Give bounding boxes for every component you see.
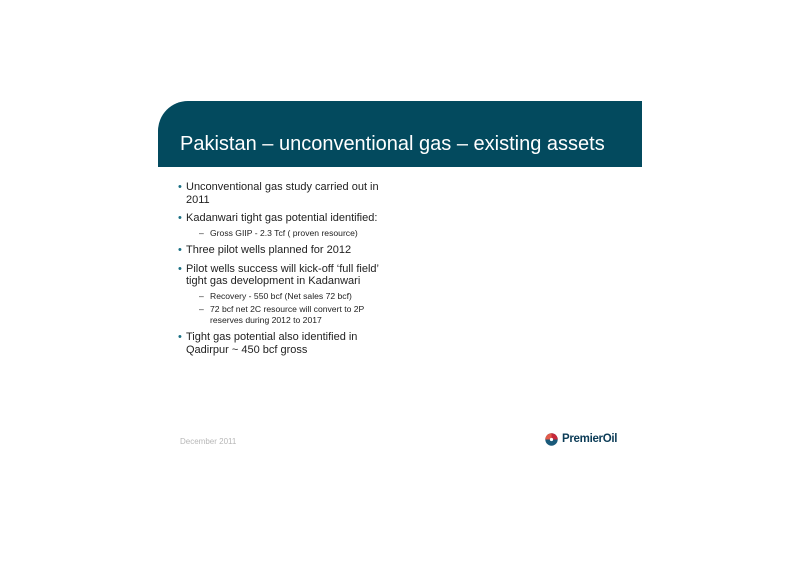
bullet-icon: •	[178, 331, 182, 343]
sub-bullet-text: 72 bcf net 2C resource will convert to 2P	[210, 304, 365, 314]
logo-text: PremierOil	[562, 433, 618, 445]
logo-globe-icon	[545, 433, 558, 446]
footer-date: December 2011	[180, 437, 237, 446]
bullet-item	[178, 331, 393, 356]
bullet-text: tight gas development in Kadanwari	[186, 275, 361, 287]
bullet-item	[178, 181, 393, 206]
slide	[158, 101, 642, 463]
bullet-item	[178, 244, 393, 257]
dash-icon: –	[199, 227, 204, 238]
bullet-icon: •	[178, 212, 182, 224]
sub-bullet-text: reserves during 2012 to 2017	[210, 314, 322, 325]
title-bar	[158, 101, 642, 167]
bullet-text: Qadirpur ~ 450 bcf gross	[186, 343, 308, 356]
bullet-text: Tight gas potential also identified in	[186, 331, 358, 343]
slide-title: Pakistan – unconventional gas – existing assets	[180, 133, 605, 155]
bullet-text: Pilot wells success will kick-off ‘full field’	[186, 262, 379, 275]
sub-bullet-text: Recovery - 550 bcf (Net sales 72 bcf)	[210, 290, 352, 301]
sub-bullet-item	[186, 291, 393, 302]
dash-icon: –	[199, 304, 204, 314]
sub-bullet-item	[186, 228, 393, 239]
bullet-icon: •	[178, 181, 182, 193]
bullet-text: 2011	[186, 193, 210, 206]
bullet-icon: •	[178, 262, 182, 275]
bullet-text: Three pilot wells planned for 2012	[186, 244, 352, 256]
bullet-item	[178, 212, 393, 238]
bullet-text: Unconventional gas study carried out in	[186, 181, 379, 193]
sub-bullet-text: Gross GIIP - 2.3 Tcf ( proven resource)	[210, 227, 358, 238]
premier-oil-logo	[545, 431, 617, 447]
sub-bullet-item	[186, 304, 393, 325]
bullet-item	[178, 263, 393, 326]
bullet-icon: •	[178, 244, 182, 256]
dash-icon: –	[199, 290, 204, 301]
bullet-list	[178, 181, 393, 362]
bullet-text: Kadanwari tight gas potential identified:	[186, 212, 378, 224]
